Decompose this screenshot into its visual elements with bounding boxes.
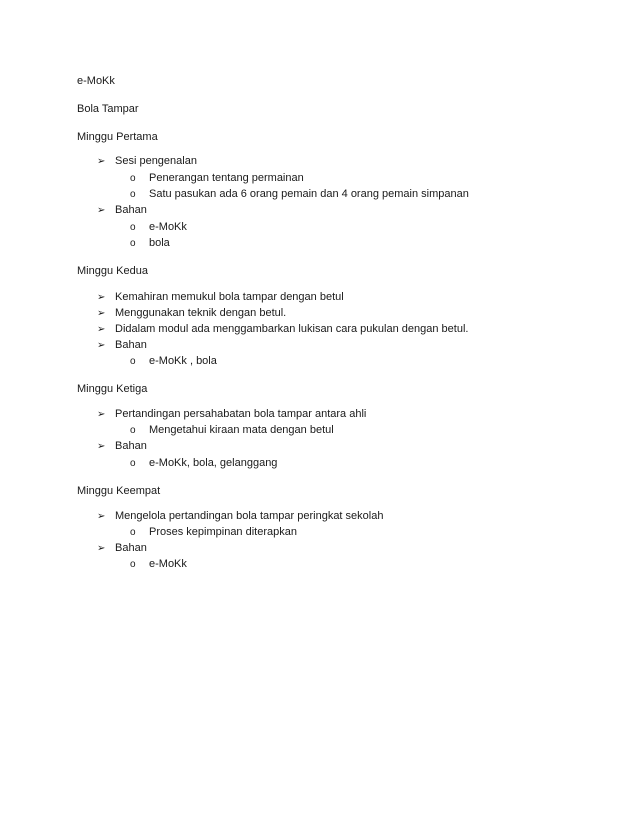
arrow-bullet-icon: ➢ xyxy=(97,156,106,167)
sub-list-item: o Proses kepimpinan diterapkan xyxy=(130,526,297,538)
arrow-bullet-icon: ➢ xyxy=(97,292,106,303)
circle-bullet-icon: o xyxy=(130,238,136,249)
list-item: ➢ Menggunakan teknik dengan betul. xyxy=(97,307,287,319)
list-item: ➢ Bahan xyxy=(97,339,147,351)
circle-bullet-icon: o xyxy=(130,222,136,233)
week-heading: Minggu Kedua xyxy=(77,265,148,277)
circle-bullet-icon: o xyxy=(130,173,136,184)
arrow-bullet-icon: ➢ xyxy=(97,441,106,452)
document-title: e-MoKk xyxy=(77,75,115,87)
week-heading: Minggu Pertama xyxy=(77,131,158,143)
sub-list-item: o e-MoKk xyxy=(130,221,187,233)
list-item: ➢ Bahan xyxy=(97,440,147,452)
arrow-bullet-icon: ➢ xyxy=(97,205,106,216)
sub-list-item: o e-MoKk, bola, gelanggang xyxy=(130,457,278,469)
list-item: ➢ Didalam modul ada menggambarkan lukisan cara pukulan dengan betul. xyxy=(97,323,469,335)
list-item: ➢ Kemahiran memukul bola tampar dengan betul xyxy=(97,291,344,303)
sub-list-item: o Mengetahui kiraan mata dengan betul xyxy=(130,424,334,436)
arrow-bullet-icon: ➢ xyxy=(97,308,106,319)
sub-list-item: o e-MoKk xyxy=(130,558,187,570)
list-item: ➢ Bahan xyxy=(97,542,147,554)
circle-bullet-icon: o xyxy=(130,527,136,538)
list-item: ➢ Mengelola pertandingan bola tampar peringkat sekolah xyxy=(97,510,384,522)
circle-bullet-icon: o xyxy=(130,189,136,200)
circle-bullet-icon: o xyxy=(130,458,136,469)
arrow-bullet-icon: ➢ xyxy=(97,511,106,522)
circle-bullet-icon: o xyxy=(130,356,136,367)
sub-list-item: o bola xyxy=(130,237,170,249)
sub-list-item: o Satu pasukan ada 6 orang pemain dan 4 orang pemain simpanan xyxy=(130,188,469,200)
subject-heading: Bola Tampar xyxy=(77,103,139,115)
sub-list-item: o e-MoKk , bola xyxy=(130,355,217,367)
list-item: ➢ Pertandingan persahabatan bola tampar antara ahli xyxy=(97,408,367,420)
circle-bullet-icon: o xyxy=(130,425,136,436)
arrow-bullet-icon: ➢ xyxy=(97,340,106,351)
arrow-bullet-icon: ➢ xyxy=(97,543,106,554)
arrow-bullet-icon: ➢ xyxy=(97,409,106,420)
list-item: ➢ Sesi pengenalan xyxy=(97,155,197,167)
sub-list-item: o Penerangan tentang permainan xyxy=(130,172,304,184)
week-heading: Minggu Ketiga xyxy=(77,383,148,395)
arrow-bullet-icon: ➢ xyxy=(97,324,106,335)
circle-bullet-icon: o xyxy=(130,559,136,570)
week-heading: Minggu Keempat xyxy=(77,485,161,497)
list-item: ➢ Bahan xyxy=(97,204,147,216)
